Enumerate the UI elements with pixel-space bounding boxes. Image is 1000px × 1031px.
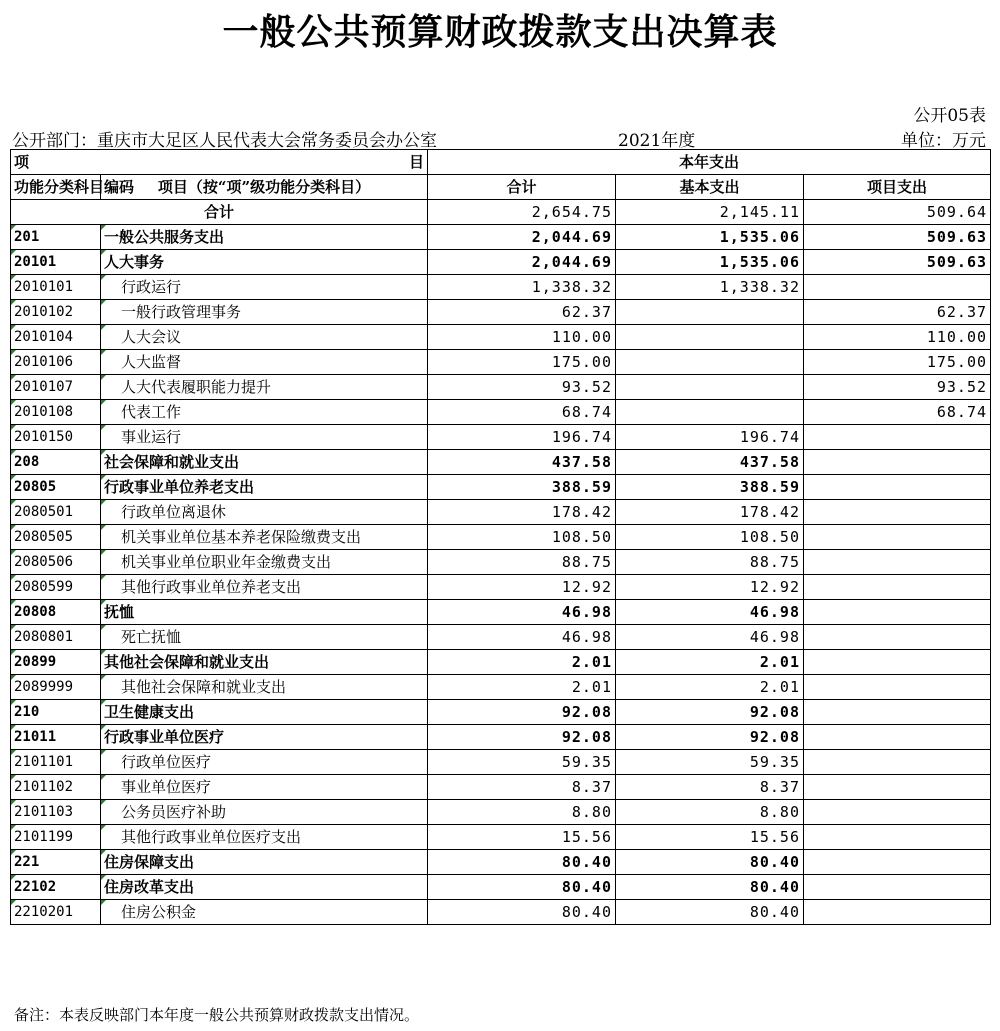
row-total: 59.35: [428, 750, 616, 775]
row-total: 80.40: [428, 875, 616, 900]
row-total: 68.74: [428, 400, 616, 425]
row-code: 20805: [11, 475, 101, 500]
row-name: 住房公积金: [101, 900, 428, 925]
row-project: [804, 800, 991, 825]
row-project: 175.00: [804, 350, 991, 375]
row-code: 20808: [11, 600, 101, 625]
row-basic: 1,338.32: [616, 275, 804, 300]
row-name: 死亡抚恤: [101, 625, 428, 650]
year-label: 2021年度: [618, 131, 696, 151]
row-name: 代表工作: [101, 400, 428, 425]
row-basic: 388.59: [616, 475, 804, 500]
table-row: [11, 350, 991, 375]
row-name: 行政单位医疗: [101, 750, 428, 775]
unit-label: 单位：万元: [901, 131, 986, 151]
row-total: 46.98: [428, 625, 616, 650]
row-project: [804, 600, 991, 625]
header-row-1: [11, 150, 991, 175]
row-name: 其他行政事业单位医疗支出: [101, 825, 428, 850]
row-name: 住房改革支出: [101, 875, 428, 900]
row-name: 住房保障支出: [101, 850, 428, 875]
row-basic: 92.08: [616, 725, 804, 750]
row-code: 2080506: [11, 550, 101, 575]
page-title: 一般公共预算财政拨款支出决算表: [222, 11, 778, 53]
row-name: 事业单位医疗: [101, 775, 428, 800]
row-name: 其他社会保障和就业支出: [101, 675, 428, 700]
row-name: 人大监督: [101, 350, 428, 375]
table-row: [11, 550, 991, 575]
row-code: 2010102: [11, 300, 101, 325]
total-row-total: 2,654.75: [428, 200, 616, 225]
row-code: 208: [11, 450, 101, 475]
row-basic: 80.40: [616, 850, 804, 875]
row-code: 2010150: [11, 425, 101, 450]
row-total: 1,338.32: [428, 275, 616, 300]
row-project: [804, 900, 991, 925]
row-name: 事业运行: [101, 425, 428, 450]
row-name: 一般公共服务支出: [101, 225, 428, 250]
table-row: [11, 575, 991, 600]
row-project: [804, 550, 991, 575]
row-code: 21011: [11, 725, 101, 750]
row-total: 92.08: [428, 700, 616, 725]
table-row: [11, 875, 991, 900]
row-project: 509.63: [804, 250, 991, 275]
table-row: [11, 850, 991, 875]
row-total: 178.42: [428, 500, 616, 525]
row-name: 抚恤: [101, 600, 428, 625]
row-total: 8.37: [428, 775, 616, 800]
row-code: 20101: [11, 250, 101, 275]
row-name: 人大事务: [101, 250, 428, 275]
total-row-label: 合计: [11, 200, 428, 225]
row-project: [804, 875, 991, 900]
row-code: 2080599: [11, 575, 101, 600]
row-basic: 59.35: [616, 750, 804, 775]
row-project: 62.37: [804, 300, 991, 325]
row-total: 80.40: [428, 850, 616, 875]
table-row: [11, 725, 991, 750]
table-row: [11, 675, 991, 700]
row-basic: 88.75: [616, 550, 804, 575]
row-total: 12.92: [428, 575, 616, 600]
code-column-header: 功能分类科目编码: [11, 175, 101, 200]
row-project: [804, 500, 991, 525]
expenditure-table: [10, 149, 991, 925]
row-name: 行政运行: [101, 275, 428, 300]
row-basic: 46.98: [616, 625, 804, 650]
row-basic: [616, 375, 804, 400]
row-code: 2210201: [11, 900, 101, 925]
row-basic: 2.01: [616, 675, 804, 700]
row-total: 437.58: [428, 450, 616, 475]
row-basic: 8.80: [616, 800, 804, 825]
row-total: 110.00: [428, 325, 616, 350]
table-row: [11, 625, 991, 650]
basic-column-header: 基本支出: [616, 175, 804, 200]
row-code: 201: [11, 225, 101, 250]
current-year-header: 本年支出: [428, 150, 991, 175]
row-code: 2010108: [11, 400, 101, 425]
row-basic: 437.58: [616, 450, 804, 475]
row-name: 行政单位离退休: [101, 500, 428, 525]
table-row: [11, 475, 991, 500]
project-column-header: 项目支出: [804, 175, 991, 200]
row-project: [804, 775, 991, 800]
table-row: [11, 775, 991, 800]
row-name: 社会保障和就业支出: [101, 450, 428, 475]
row-name: 行政事业单位养老支出: [101, 475, 428, 500]
table-row: [11, 425, 991, 450]
row-basic: 178.42: [616, 500, 804, 525]
name-column-header: 项目（按“项”级功能分类科目）: [101, 175, 428, 200]
table-row: [11, 325, 991, 350]
item-header-left: 项: [14, 153, 30, 171]
row-basic: [616, 400, 804, 425]
total-row-basic: 2,145.11: [616, 200, 804, 225]
row-total: 388.59: [428, 475, 616, 500]
row-code: 2101101: [11, 750, 101, 775]
row-basic: 80.40: [616, 875, 804, 900]
row-code: 2101102: [11, 775, 101, 800]
row-total: 92.08: [428, 725, 616, 750]
table-row: [11, 300, 991, 325]
row-name: 公务员医疗补助: [101, 800, 428, 825]
row-project: 110.00: [804, 325, 991, 350]
row-project: [804, 650, 991, 675]
row-total: 15.56: [428, 825, 616, 850]
table-row: [11, 275, 991, 300]
row-project: [804, 475, 991, 500]
row-basic: 8.37: [616, 775, 804, 800]
item-header-right: 目: [408, 153, 424, 171]
row-name: 一般行政管理事务: [101, 300, 428, 325]
table-row: [11, 825, 991, 850]
table-row: [11, 900, 991, 925]
table-number: 公开05表: [913, 106, 986, 126]
row-code: 2010106: [11, 350, 101, 375]
row-name: 机关事业单位职业年金缴费支出: [101, 550, 428, 575]
row-code: 2010107: [11, 375, 101, 400]
row-total: 46.98: [428, 600, 616, 625]
item-header: [11, 150, 428, 175]
row-project: [804, 575, 991, 600]
row-project: 68.74: [804, 400, 991, 425]
row-basic: 92.08: [616, 700, 804, 725]
row-total: 88.75: [428, 550, 616, 575]
row-basic: 108.50: [616, 525, 804, 550]
total-column-header: 合计: [428, 175, 616, 200]
row-total: 2,044.69: [428, 250, 616, 275]
row-project: [804, 700, 991, 725]
row-code: 2101199: [11, 825, 101, 850]
row-name: 其他社会保障和就业支出: [101, 650, 428, 675]
row-project: [804, 725, 991, 750]
row-code: 210: [11, 700, 101, 725]
row-total: 2,044.69: [428, 225, 616, 250]
table-row: [11, 450, 991, 475]
department-label: 公开部门：重庆市大足区人民代表大会常务委员会办公室: [12, 131, 437, 151]
row-total: 108.50: [428, 525, 616, 550]
table-row: [11, 225, 991, 250]
row-project: [804, 525, 991, 550]
row-basic: 1,535.06: [616, 225, 804, 250]
row-code: 2101103: [11, 800, 101, 825]
row-project: 93.52: [804, 375, 991, 400]
row-total: 62.37: [428, 300, 616, 325]
row-code: 2089999: [11, 675, 101, 700]
table-row: [11, 525, 991, 550]
row-name: 机关事业单位基本养老保险缴费支出: [101, 525, 428, 550]
row-name: 人大会议: [101, 325, 428, 350]
row-project: [804, 850, 991, 875]
row-project: [804, 450, 991, 475]
table-row: [11, 750, 991, 775]
total-row-project: 509.64: [804, 200, 991, 225]
header-row-2: [11, 175, 991, 200]
row-total: 196.74: [428, 425, 616, 450]
row-total: 93.52: [428, 375, 616, 400]
row-code: 2010101: [11, 275, 101, 300]
row-basic: 2.01: [616, 650, 804, 675]
table-row: [11, 375, 991, 400]
row-basic: 46.98: [616, 600, 804, 625]
row-total: 80.40: [428, 900, 616, 925]
row-code: 2010104: [11, 325, 101, 350]
row-basic: [616, 325, 804, 350]
row-project: [804, 750, 991, 775]
row-project: 509.63: [804, 225, 991, 250]
row-total: 2.01: [428, 675, 616, 700]
row-basic: 80.40: [616, 900, 804, 925]
row-code: 22102: [11, 875, 101, 900]
table-row: [11, 400, 991, 425]
row-code: 20899: [11, 650, 101, 675]
row-basic: 1,535.06: [616, 250, 804, 275]
row-basic: 15.56: [616, 825, 804, 850]
table-row: [11, 600, 991, 625]
table-row: [11, 650, 991, 675]
row-basic: [616, 350, 804, 375]
row-total: 175.00: [428, 350, 616, 375]
row-project: [804, 275, 991, 300]
table-row: [11, 500, 991, 525]
row-code: 2080801: [11, 625, 101, 650]
table-row: [11, 250, 991, 275]
row-project: [804, 425, 991, 450]
row-basic: [616, 300, 804, 325]
row-basic: 12.92: [616, 575, 804, 600]
row-name: 行政事业单位医疗: [101, 725, 428, 750]
row-code: 2080505: [11, 525, 101, 550]
row-basic: 196.74: [616, 425, 804, 450]
table-row: [11, 700, 991, 725]
row-name: 人大代表履职能力提升: [101, 375, 428, 400]
row-code: 221: [11, 850, 101, 875]
row-project: [804, 625, 991, 650]
row-project: [804, 825, 991, 850]
row-project: [804, 675, 991, 700]
table-row: [11, 800, 991, 825]
footnote: 备注：本表反映部门本年度一般公共预算财政拨款支出情况。: [14, 1006, 420, 1024]
row-name: 其他行政事业单位养老支出: [101, 575, 428, 600]
row-code: 2080501: [11, 500, 101, 525]
row-total: 8.80: [428, 800, 616, 825]
row-name: 卫生健康支出: [101, 700, 428, 725]
row-total: 2.01: [428, 650, 616, 675]
total-row: [11, 200, 991, 225]
